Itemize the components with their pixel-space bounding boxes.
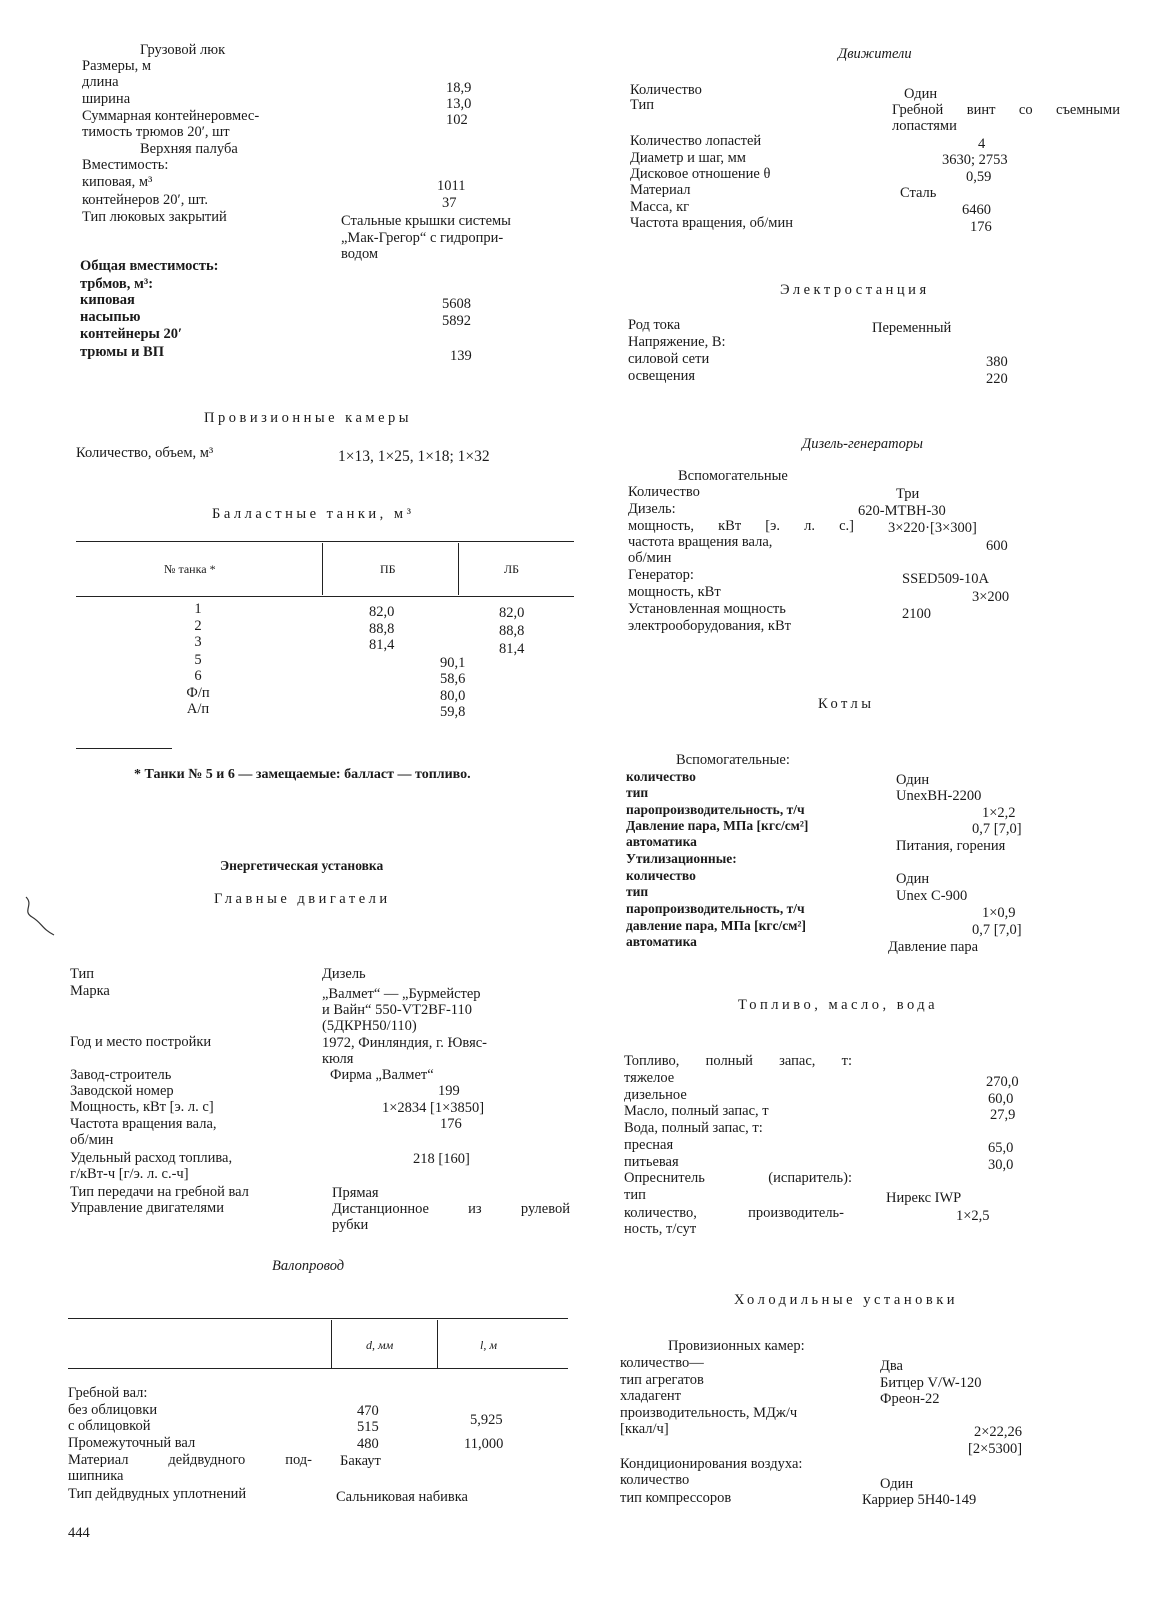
- builder-value: Фирма „Валмет“: [330, 1067, 434, 1083]
- boiler-pressure-label: Давление пара, МПа [кгс/см²]: [626, 818, 809, 833]
- main-engines-heading: Главные двигатели: [214, 891, 391, 907]
- boiler-count-label: количество: [626, 769, 696, 784]
- refrigerant-label: хладагент: [620, 1388, 682, 1404]
- ballast-row-pb: 88,8: [369, 621, 395, 637]
- desal-count-value: 1×2,5: [956, 1208, 990, 1224]
- bearing-label-2: шипника: [68, 1468, 124, 1484]
- ref-capacity-label-1: производительность, МДж/ч: [620, 1405, 798, 1421]
- util-auto-label: автоматика: [626, 934, 697, 949]
- provision-cham-label: Провизионных камер:: [668, 1338, 805, 1354]
- ballast-row-lb: 88,8: [499, 623, 525, 639]
- fuel-heading: Топливо, масло, вода: [738, 997, 939, 1013]
- brand-label: Марка: [70, 983, 110, 999]
- prop-type-value-2: лопастями: [892, 118, 957, 134]
- width-value: 13,0: [446, 96, 472, 112]
- prop-rpm-label: Частота вращения, об/мин: [630, 215, 793, 231]
- shafting-header-rule: [68, 1368, 568, 1369]
- fresh-water-value: 65,0: [988, 1140, 1014, 1156]
- builder-label: Завод-строитель: [70, 1067, 172, 1083]
- with-lining-label: с облицовкой: [68, 1418, 151, 1434]
- seal-label: Тип дейдвудных уплотнений: [68, 1486, 247, 1502]
- dg-rpm-value: 600: [986, 538, 1008, 554]
- disk-ratio-label: Дисковое отношение θ: [630, 166, 771, 182]
- ballast-col-lb: ЛБ: [504, 562, 520, 576]
- oil-label: Масло, полный запас, т: [624, 1103, 769, 1119]
- boiler-auto-label: автоматика: [626, 834, 697, 849]
- gen-power-value: 3×200: [972, 589, 1010, 605]
- length-label: длина: [82, 74, 119, 90]
- util-type-value: Unex C-900: [896, 888, 968, 904]
- util-count-value: Один: [896, 871, 930, 887]
- heavy-fuel-value: 270,0: [986, 1074, 1019, 1090]
- hatch-type-value-1: Стальные крышки системы: [341, 213, 511, 229]
- fuel-rate-label-1: Удельный расход топлива,: [70, 1150, 233, 1166]
- util-auto-value: Давление пара: [888, 939, 979, 955]
- diesel-fuel-label: дизельное: [624, 1087, 687, 1103]
- engine-type-label: Тип: [70, 966, 95, 982]
- units-value: Битцер V/W-120: [880, 1375, 982, 1391]
- containers-20-label: контейнеры 20′: [80, 326, 183, 342]
- ballast-row-value: 58,6: [440, 671, 466, 687]
- fresh-water-label: пресная: [624, 1137, 674, 1153]
- boiler-steam-value: 1×2,2: [982, 805, 1016, 821]
- propulsors-heading: Движители: [838, 46, 912, 62]
- heavy-fuel-label: тяжелое: [624, 1070, 675, 1086]
- brand-value-3: (5ДКРН50/110): [322, 1018, 417, 1034]
- containers-value: 37: [442, 195, 457, 211]
- ref-capacity-value-2: [2×5300]: [968, 1441, 1023, 1457]
- diesel-gen-heading: Дизель-генераторы: [802, 436, 923, 452]
- page-number: 444: [68, 1525, 90, 1541]
- ballast-heading: Балластные танки, м³: [212, 506, 415, 522]
- refrigeration-heading: Холодильные установки: [734, 1292, 959, 1308]
- generator-value: SSED509-10A: [902, 571, 990, 587]
- intermediate-d: 480: [357, 1436, 379, 1452]
- generator-label: Генератор:: [628, 567, 694, 583]
- bearing-label-1: Материал дейдвудного под-: [68, 1452, 312, 1468]
- boiler-steam-label: паропроизводительность, т/ч: [626, 802, 805, 817]
- boiler-count-value: Один: [896, 772, 930, 788]
- footnote-rule: [76, 748, 172, 749]
- ballast-col-divider-1: [322, 543, 323, 595]
- boiler-aux-label: Вспомогательные:: [676, 752, 790, 768]
- propeller-shaft-l: 5,925: [470, 1412, 503, 1428]
- diameter-value: 3630; 2753: [942, 152, 1008, 168]
- dg-rpm-label-1: частота вращения вала,: [628, 534, 773, 550]
- util-count-label: количество: [626, 868, 696, 883]
- desalinator-label: Опреснитель (испаритель):: [624, 1170, 852, 1186]
- drinking-water-label: питьевая: [624, 1154, 679, 1170]
- installed-label-1: Установленная мощность: [628, 601, 786, 617]
- grain-value: 5892: [442, 313, 471, 329]
- prop-rpm-value: 176: [970, 219, 992, 235]
- length-value: 18,9: [446, 80, 472, 96]
- water-label: Вода, полный запас, т:: [624, 1120, 763, 1136]
- upper-deck-title: Верхняя палуба: [140, 141, 238, 157]
- total-bale-value: 5608: [442, 296, 471, 312]
- compressor-value: Карриер 5Н40-149: [862, 1492, 977, 1508]
- width-label: ширина: [82, 91, 131, 107]
- drinking-water-value: 30,0: [988, 1157, 1014, 1173]
- dg-power-label: мощность, кВт [э. л. с.]: [628, 518, 854, 534]
- ballast-row-tank: 2: [194, 618, 202, 634]
- ac-count-value: Один: [880, 1476, 914, 1492]
- oil-value: 27,9: [990, 1107, 1016, 1123]
- dg-count-value: Три: [896, 486, 920, 502]
- intermediate-label: Промежуточный вал: [68, 1435, 196, 1451]
- holds-vp-label: трюмы и ВП: [80, 344, 165, 360]
- diesel-fuel-value: 60,0: [988, 1091, 1014, 1107]
- util-pressure-label: давление пара, МПа [кгс/см²]: [626, 918, 806, 933]
- ballast-col-pb: ПБ: [380, 562, 396, 576]
- shafting-top-rule: [68, 1318, 568, 1319]
- util-steam-value: 1×0,9: [982, 905, 1016, 921]
- brand-value-2: и Вайн“ 550-VT2BF-110: [322, 1002, 473, 1018]
- ballast-top-rule: [76, 541, 574, 542]
- dg-aux-label: Вспомогательные: [678, 468, 788, 484]
- fuel-total-label: Топливо, полный запас, т:: [624, 1053, 852, 1069]
- containers-label: контейнеров 20′, шт.: [82, 192, 208, 208]
- seal-value: Сальниковая набивка: [336, 1489, 468, 1505]
- ref-count-label: количество—: [620, 1355, 704, 1371]
- lighting-label: освещения: [628, 368, 696, 384]
- dg-rpm-label-2: об/мин: [628, 550, 672, 566]
- ballast-col-tank: № танка *: [164, 562, 216, 576]
- year-label: Год и место постройки: [70, 1034, 212, 1050]
- ballast-row-lb: 82,0: [499, 605, 525, 621]
- util-steam-label: паропроизводительность, т/ч: [626, 901, 805, 916]
- ballast-row-value: 80,0: [440, 688, 466, 704]
- ballast-row-tank: 1: [194, 601, 202, 617]
- ballast-row-value: 59,8: [440, 704, 466, 720]
- boilers-heading: Котлы: [818, 696, 875, 712]
- power-net-label: силовой сети: [628, 351, 710, 367]
- ballast-footnote: * Танки № 5 и 6 — замещаемые: балласт — топливо.: [134, 767, 471, 782]
- shafting-col-divider-2: [437, 1320, 438, 1368]
- blades-value: 4: [978, 136, 986, 152]
- boiler-pressure-value: 0,7 [7,0]: [972, 821, 1022, 837]
- compressor-label: тип компрессоров: [620, 1490, 732, 1506]
- dg-count-label: Количество: [628, 484, 700, 500]
- ac-count-label: количество: [620, 1472, 690, 1488]
- shafting-col-l: l, м: [480, 1338, 497, 1352]
- shafting-col-divider-1: [331, 1320, 332, 1368]
- engine-type-value: Дизель: [322, 966, 366, 982]
- prop-count-value: Один: [904, 86, 938, 102]
- util-pressure-value: 0,7 [7,0]: [972, 922, 1022, 938]
- ballast-row-tank: 3: [194, 634, 202, 650]
- provision-value: 1×13, 1×25, 1×18; 1×32: [338, 448, 490, 465]
- year-value-2: кюля: [322, 1051, 354, 1067]
- holds-vp-value: 139: [450, 348, 472, 364]
- prop-type-label: Тип: [630, 97, 655, 113]
- rpm-label-1: Частота вращения вала,: [70, 1116, 217, 1132]
- installed-value: 2100: [902, 606, 931, 622]
- current-label: Род тока: [628, 317, 681, 333]
- power-plant-title: Энергетическая установка: [220, 858, 384, 873]
- fuel-rate-value: 218 [160]: [413, 1151, 470, 1167]
- material-label: Материал: [630, 182, 691, 198]
- refrigerant-value: Фреон-22: [880, 1391, 940, 1407]
- power-label: Мощность, кВт [э. л. с]: [70, 1099, 214, 1115]
- fuel-rate-label-2: г/кВт-ч [г/э. л. с.-ч]: [70, 1166, 189, 1182]
- cargo-hatch-title: Грузовой люк: [140, 42, 226, 58]
- dg-diesel-label: Дизель:: [628, 501, 676, 517]
- desal-type-value: Нирекс IWP: [886, 1190, 962, 1206]
- rpm-label-2: об/мин: [70, 1132, 114, 1148]
- scan-mark-icon: [20, 895, 60, 943]
- dg-diesel-value: 620-МТВН-30: [858, 503, 946, 519]
- bale-label: киповая, м³: [82, 174, 153, 190]
- hatch-type-label: Тип люковых закрытий: [82, 209, 227, 225]
- boiler-type-label: тип: [626, 785, 649, 800]
- control-value-2: рубки: [332, 1217, 369, 1233]
- ref-capacity-value-1: 2×22,26: [974, 1424, 1023, 1440]
- power-value: 1×2834 [1×3850]: [382, 1100, 485, 1116]
- year-value-1: 1972, Финляндия, г. Ювяс-: [322, 1035, 488, 1051]
- holds-label: трбмов, м³:: [80, 276, 154, 292]
- boiler-type-value: UnexBH-2200: [896, 788, 982, 804]
- desal-count-label-1: количество, производитель-: [624, 1205, 844, 1221]
- hatch-type-value-3: водом: [341, 246, 379, 262]
- util-type-label: тип: [626, 884, 649, 899]
- sizes-label: Размеры, м: [82, 58, 152, 74]
- control-label: Управление двигателями: [70, 1200, 224, 1216]
- transmission-value: Прямая: [332, 1185, 379, 1201]
- ballast-row-value: 90,1: [440, 655, 466, 671]
- voltage-label: Напряжение, В:: [628, 334, 726, 350]
- prop-type-value-1: Гребной винт со съемными: [892, 102, 1120, 118]
- ballast-row-tank: 6: [194, 668, 202, 684]
- grain-label: насыпью: [80, 309, 141, 325]
- ballast-row-pb: 81,4: [369, 637, 395, 653]
- capacity-value: 102: [446, 112, 468, 128]
- power-net-value: 380: [986, 354, 1008, 370]
- gen-power-label: мощность, кВт: [628, 584, 721, 600]
- material-value: Сталь: [900, 185, 937, 201]
- serial-value: 199: [438, 1083, 460, 1099]
- capacity-label-1: Суммарная контейнеровмес-: [82, 108, 260, 124]
- blades-label: Количество лопастей: [630, 133, 762, 149]
- current-value: Переменный: [872, 320, 952, 336]
- ballast-row-pb: 82,0: [369, 604, 395, 620]
- boiler-auto-value: Питания, горения: [896, 838, 1006, 854]
- ballast-header-rule: [76, 596, 574, 597]
- total-volume-title: Общая вместимость:: [80, 258, 219, 274]
- rpm-value: 176: [440, 1116, 462, 1132]
- no-lining-d: 470: [357, 1403, 379, 1419]
- with-lining-d: 515: [357, 1419, 379, 1435]
- ballast-row-lb: 81,4: [499, 641, 525, 657]
- propeller-shaft-label: Гребной вал:: [68, 1385, 148, 1401]
- ballast-col-divider-2: [458, 543, 459, 595]
- mass-value: 6460: [962, 202, 991, 218]
- ballast-row-tank: А/п: [186, 701, 210, 717]
- hatch-type-value-2: „Мак-Грегор“ с гидропри-: [341, 230, 504, 246]
- units-label: тип агрегатов: [620, 1372, 704, 1388]
- ref-count-value: Два: [880, 1358, 903, 1374]
- bale-value: 1011: [437, 178, 466, 194]
- desal-count-label-2: ность, т/сут: [624, 1221, 697, 1237]
- brand-value-1: „Валмет“ — „Бурмейстер: [322, 986, 481, 1002]
- ballast-row-tank: 5: [194, 652, 202, 668]
- dg-power-value: 3×220·[3×300]: [888, 520, 977, 536]
- ac-label: Кондиционирования воздуха:: [620, 1456, 803, 1472]
- ballast-row-tank: Ф/п: [186, 685, 210, 701]
- provision-label: Количество, объем, м³: [76, 445, 214, 461]
- intermediate-l: 11,000: [464, 1436, 504, 1452]
- provision-heading: Провизионные камеры: [204, 410, 413, 426]
- volume-label: Вместимость:: [82, 157, 169, 173]
- ref-capacity-label-2: [ккал/ч]: [620, 1421, 669, 1437]
- installed-label-2: электрооборудования, кВт: [628, 618, 791, 634]
- prop-count-label: Количество: [630, 82, 702, 98]
- transmission-label: Тип передачи на гребной вал: [70, 1184, 249, 1200]
- shafting-col-d: d, мм: [366, 1338, 394, 1352]
- mass-label: Масса, кг: [630, 199, 690, 215]
- control-value-1: Дистанционное из рулевой: [332, 1201, 570, 1217]
- lighting-value: 220: [986, 371, 1008, 387]
- no-lining-label: без облицовки: [68, 1402, 158, 1418]
- total-bale-label: киповая: [80, 292, 135, 308]
- shafting-heading: Валопровод: [272, 1258, 345, 1274]
- serial-label: Заводской номер: [70, 1083, 174, 1099]
- bearing-value: Бакаут: [340, 1453, 381, 1469]
- diameter-label: Диаметр и шаг, мм: [630, 150, 746, 166]
- util-boiler-label: Утилизационные:: [626, 851, 737, 866]
- power-station-heading: Электростанция: [780, 282, 930, 298]
- capacity-label-2: тимость трюмов 20′, шт: [82, 124, 230, 140]
- disk-ratio-value: 0,59: [966, 169, 992, 185]
- desal-type-label: тип: [624, 1187, 646, 1203]
